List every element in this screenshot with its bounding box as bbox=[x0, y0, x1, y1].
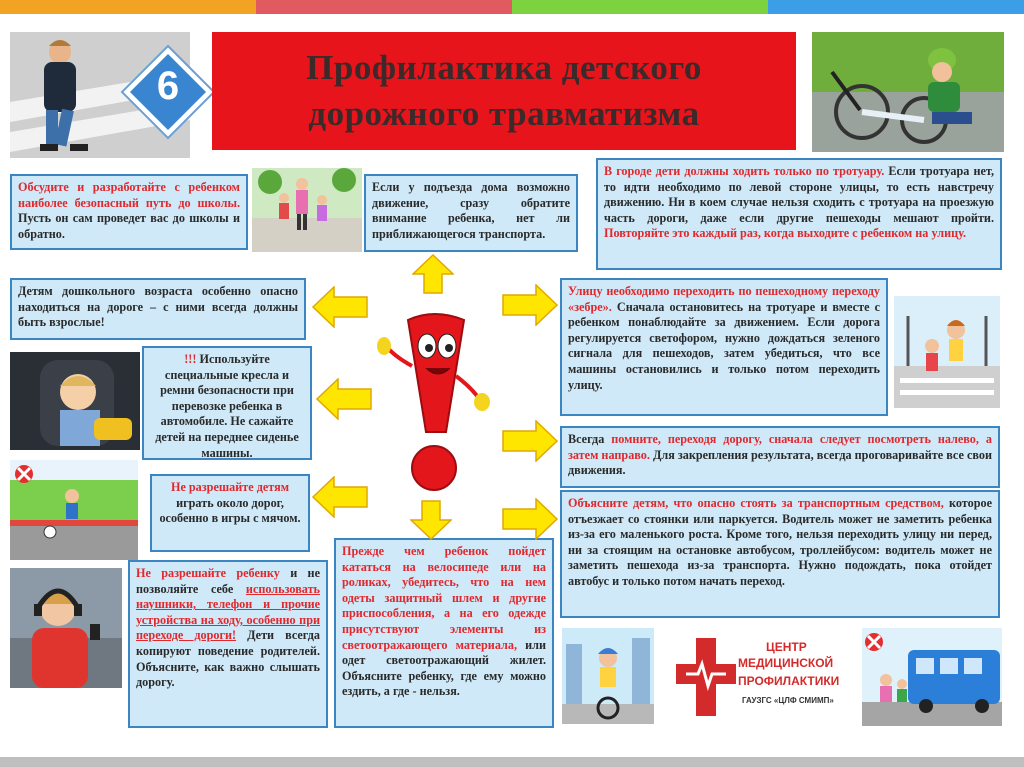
arrow-down bbox=[410, 500, 452, 540]
arrow-left-2 bbox=[316, 378, 372, 420]
tip-zebra-highlight: Улицу необходимо переходить по пешеходному переходу «зебре». bbox=[568, 284, 880, 314]
photo-kids-crossing bbox=[894, 296, 1000, 408]
arrow-right-2 bbox=[502, 420, 558, 462]
tip-behind-vehicle-text: которое отъезжает со стоянки или паркуется. Водитель может не заметить ребенка из-за его маленького роста. Кроме того, нельзя переходить улицу ни перед, ни за стоящим на остановке автобусом, троллейбусом: водитель может не заметить пешехода из-за транспорта. Нужно подождать, пока отойдет автобус и только потом начать переход. bbox=[568, 496, 992, 588]
tip-headphones-text-2: Дети всегда копируют поведение родителей. Объясните, как важно слышать дорогу. bbox=[136, 628, 320, 690]
photo-child-car-seat bbox=[10, 352, 140, 450]
tip-bicycle-highlight: Прежде чем ребенок пойдет кататься на велосипеде или на роликах, убедитесь, что на нем одеты защитный шлем и другие приспособления, а на его одежде присутствуют элементы из светоотражающего материала, bbox=[342, 544, 546, 652]
tip-entrance-text: Если у подъезда дома возможно движение, сразу обратите внимание ребенка, нет ли приближающегося транспорта. bbox=[372, 180, 570, 241]
arrow-left-3 bbox=[312, 476, 368, 518]
tip-no-play-highlight: Не разрешайте детям bbox=[170, 480, 290, 494]
tip-no-play-near-road bbox=[150, 474, 310, 552]
logo-line-1: ЦЕНТР bbox=[766, 640, 807, 654]
tip-sidewalk-highlight: В городе дети должны ходить только по тротуару. bbox=[604, 164, 885, 178]
tip-behind-vehicle bbox=[560, 490, 1000, 618]
tip-no-play-text: играть около дорог, особенно в игры с мячом. bbox=[159, 495, 301, 526]
tip-school-route bbox=[10, 174, 248, 250]
photo-bus-kids bbox=[862, 628, 1002, 726]
tip-school-route-highlight: Обсудите и разработайте с ребенком наиболее безопасный путь до школы. bbox=[18, 180, 240, 210]
logo-line-3: ПРОФИЛАКТИКИ bbox=[738, 674, 840, 688]
tip-look-both-text: Для закрепления результата, всегда проговаривайте все свои движения. bbox=[568, 447, 992, 478]
arrow-right-1 bbox=[502, 284, 558, 326]
tip-sidewalk-text: Если тротуара нет, то идти необходимо по левой стороне улицы, то есть навстречу движению. Ни в коем случае нельзя сходить с тротуара на проезжую часть дороги, даже если другие пешеходы мешают пройти. bbox=[604, 164, 994, 225]
photo-boy-on-bike bbox=[562, 628, 654, 724]
tip-car-seat bbox=[142, 346, 312, 460]
tip-headphones bbox=[128, 560, 328, 728]
bottom-bar bbox=[0, 757, 1024, 767]
tip-headphones-highlight: Не разрешайте ребенку bbox=[136, 566, 280, 580]
arrow-right-3 bbox=[502, 498, 558, 540]
tip-look-both-prefix: Всегда bbox=[568, 432, 612, 446]
tip-school-route-text: Пусть он сам проведет вас до школы и обратно. bbox=[18, 211, 240, 241]
tip-entrance bbox=[364, 174, 578, 252]
tip-zebra-crossing bbox=[560, 278, 888, 416]
slide-number: 6 bbox=[156, 64, 180, 108]
tip-preschool-text: Детям дошкольного возраста особенно опасно находиться на дороге – с ними всегда должны быть взрослые! bbox=[18, 284, 298, 330]
title-banner bbox=[212, 32, 796, 150]
tip-bicycle bbox=[334, 538, 554, 728]
tip-headphones-devices: использовать наушники, телефон и прочие устройства на ходу, особенно при переходе дороги! bbox=[136, 581, 320, 643]
photo-child-headphones bbox=[10, 568, 122, 688]
medical-center-logo bbox=[676, 636, 736, 718]
title-line-2: дорожного травматизма bbox=[308, 94, 700, 133]
slide-number-badge bbox=[120, 44, 216, 140]
arrow-up bbox=[412, 254, 454, 294]
tip-look-both-ways bbox=[560, 426, 1000, 488]
arrow-left-1 bbox=[312, 286, 368, 328]
exclamation-mascot bbox=[372, 306, 498, 496]
title-line-1: Профилактика детского bbox=[306, 48, 702, 87]
photo-kids-playing-road bbox=[10, 460, 138, 560]
tip-sidewalk bbox=[596, 158, 1002, 270]
logo-line-2: МЕДИЦИНСКОЙ bbox=[738, 656, 834, 670]
stripe-divider bbox=[0, 14, 1024, 16]
tip-look-both-highlight: помните, переходя дорогу, сначала следует посмотреть налево, а затем направо. bbox=[568, 432, 992, 462]
tip-zebra-text: Сначала остановитесь на тротуаре и вместе с ребенком понаблюдайте за движением. Если дорога регулируется светофором, нужно дождаться зеленого сигнала для пешеходов, затем убедиться, что все машины остановились и только потом переходить улицу. bbox=[568, 299, 880, 392]
tip-headphones-text-1: и не позволяйте себе bbox=[136, 566, 320, 596]
photo-child-bicycle-fall bbox=[812, 32, 1004, 152]
logo-line-4: ГАУЗГС «ЦЛФ СМИМП» bbox=[742, 696, 834, 705]
tip-sidewalk-reminder: Повторяйте это каждый раз, когда выходите с ребенком на улицу. bbox=[604, 226, 967, 241]
tip-bicycle-text: или одет светоотражающий жилет. Объясните ребенку, где ему можно ездить, а где - нельзя. bbox=[342, 637, 546, 699]
tip-car-seat-highlight: !!! bbox=[184, 352, 197, 366]
tip-preschool bbox=[10, 278, 306, 340]
tip-behind-vehicle-highlight: Объясните детям, что опасно стоять за транспортным средством, bbox=[568, 496, 944, 510]
tip-car-seat-text: Используйте специальные кресла и ремни безопасности при перевозке ребенка в автомобиле. Не сажайте детей на переднее сиденье машины. bbox=[155, 352, 299, 460]
photo-family-sidewalk bbox=[252, 168, 362, 252]
